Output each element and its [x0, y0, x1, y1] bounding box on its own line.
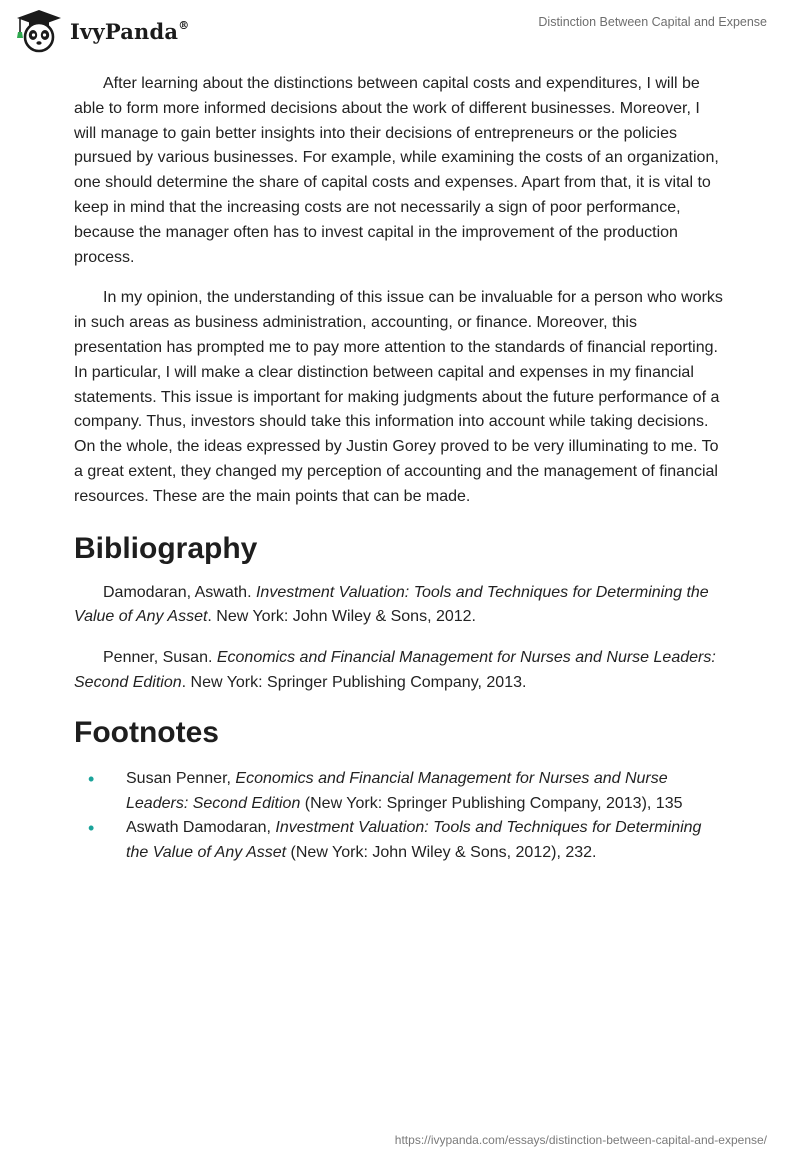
footnotes-heading: Footnotes	[74, 715, 219, 749]
footnote-item: • Aswath Damodaran, Investment Valuation: Tools and Techniques for Determining the Value of Any Asset (New York: John Wiley & Sons, 2012), 232.	[88, 818, 702, 862]
essay-content	[74, 72, 726, 866]
brand-name: IvyPanda®	[70, 18, 190, 44]
body-paragraph: In my opinion, the understanding of this issue can be invaluable for a person who works in such areas as business administration, accounting, or finance. Moreover, this presentation has prompted me to pay more attention to the standards of financial reporting. In particular, I will make a clear distinction between capital and expenses in my financial statements. This issue is important for making judgments about the future performance of a company. Thus, investors should take this information into account while taking decisions. On the whole, the ideas expressed by Justin Gorey proved to be very illuminating to me. To a great extent, they changed my perception of accounting and the management of financial resources. These are the main points that can be made.	[74, 289, 723, 505]
bibliography-heading: Bibliography	[74, 531, 258, 565]
bibliography-entry: Penner, Susan. Economics and Financial Management for Nurses and Nurse Leaders: Second Edition. New York: Springer Publishing Company, 2013.	[74, 649, 716, 691]
footnote-item: • Susan Penner, Economics and Financial Management for Nurses and Nurse Leaders: Second Edition (New York: Springer Publishing Company, 2013), 135	[88, 768, 683, 812]
bibliography-entry: Damodaran, Aswath. Investment Valuation: Tools and Techniques for Determining the Value of Any Asset. New York: John Wiley & Sons, 2012.	[74, 583, 709, 626]
footnotes-list	[74, 767, 726, 866]
source-url-link[interactable]: https://ivypanda.com/essays/distinction-between-capital-and-expense/	[394, 1133, 767, 1147]
body-paragraph: After learning about the distinctions between capital costs and expenditures, I will be able to form more informed decisions about the work of different businesses. Moreover, I will manage to gain better insights into their decisions of entrepreneurs or the policies pursued by various businesses. For example, while examining the costs of an organization, one should determine the share of capital costs and expenses. Apart from that, it is vital to keep in mind that the increasing costs are not necessarily a sign of poor performance, because the manager often has to invest capital in the improvement of the production process.	[74, 75, 719, 266]
panda-graduate-icon	[14, 8, 64, 54]
bullet-icon: •	[88, 768, 95, 789]
brand-logo[interactable]	[14, 8, 189, 54]
document-title: Distinction Between Capital and Expense	[538, 15, 767, 29]
page-header	[0, 0, 800, 60]
bullet-icon: •	[88, 818, 95, 839]
